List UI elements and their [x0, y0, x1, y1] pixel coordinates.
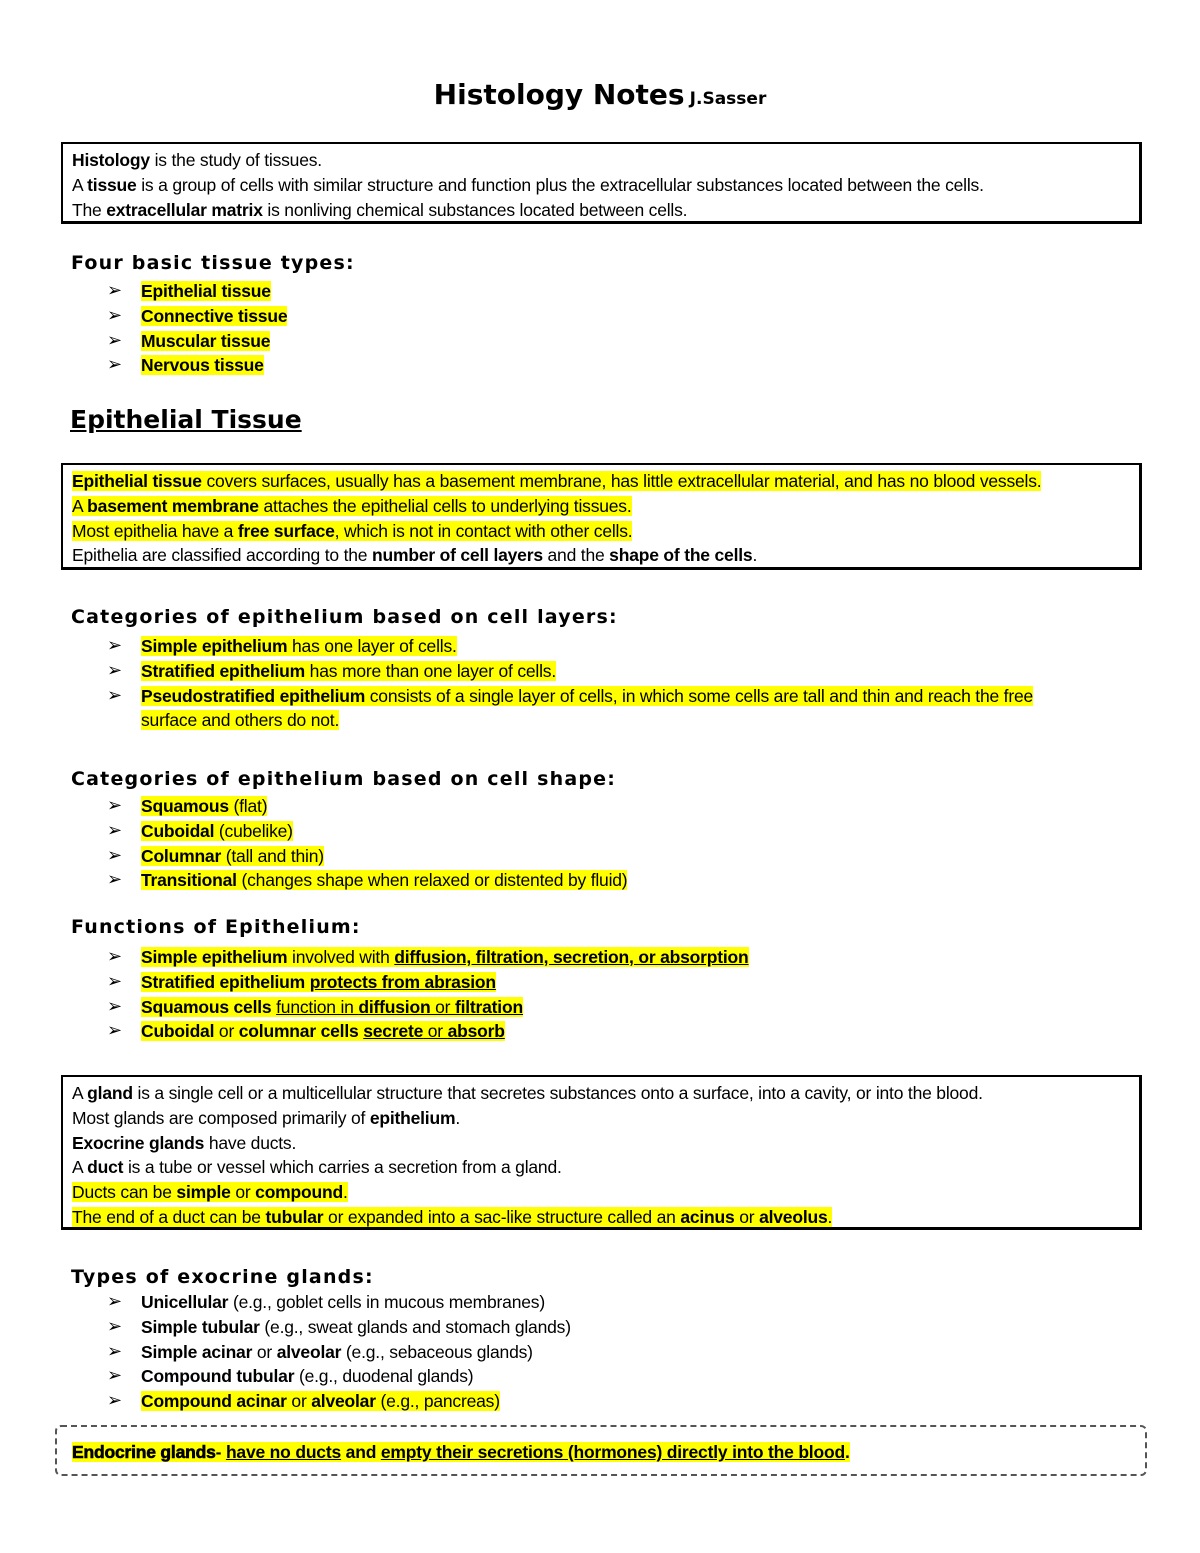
endocrine-text: .	[844, 1442, 850, 1462]
arrow-bullet-icon: ➢	[107, 659, 122, 681]
term: Squamous cells	[141, 996, 272, 1017]
list-item	[107, 945, 749, 970]
desc: or	[430, 996, 455, 1017]
desc: (cubelike)	[214, 820, 293, 841]
arrow-bullet-icon: ➢	[107, 946, 122, 967]
epi-text: , which is not in contact with other cells.	[334, 520, 633, 541]
desc: (e.g., goblet cells in mucous membranes)	[228, 1292, 545, 1312]
term-epithelial-tissue: Epithelial tissue	[72, 471, 202, 491]
gland-line-2	[72, 1106, 1130, 1131]
gland-line-3	[72, 1131, 1130, 1156]
arrow-bullet-icon: ➢	[107, 869, 122, 891]
term-cell-shape: shape of the cells	[609, 545, 753, 566]
term: Columnar	[141, 845, 222, 866]
term: Simple acinar	[141, 1341, 253, 1362]
intro-definition-box	[61, 142, 1142, 224]
term: Cuboidal	[141, 820, 215, 841]
gland-text: is a single cell or a multicellular structure that secretes substances onto a surface, into a cavity, or into the blood.	[132, 1083, 983, 1103]
section-heading-exocrine-types: Types of exocrine glands:	[71, 1266, 374, 1288]
tissue-type-label: Muscular tissue	[141, 330, 271, 351]
list-item	[107, 868, 627, 893]
epi-line-4	[72, 543, 1130, 568]
gland-text: .	[455, 1107, 460, 1128]
desc: or	[423, 1021, 448, 1042]
underlined-term: absorb	[447, 1021, 505, 1042]
term: Stratified epithelium	[141, 660, 306, 681]
list-item	[107, 659, 1033, 684]
gland-text: is a tube or vessel which carries a secretion from a gland.	[123, 1157, 562, 1178]
epi-text: .	[752, 545, 758, 566]
arrow-bullet-icon: ➢	[107, 1020, 122, 1042]
arrow-bullet-icon: ➢	[107, 819, 122, 841]
arrow-bullet-icon: ➢	[107, 1315, 122, 1337]
list-item	[107, 1019, 749, 1044]
arrow-bullet-icon: ➢	[107, 304, 122, 326]
gland-text: have ducts.	[204, 1132, 297, 1153]
arrow-bullet-icon: ➢	[107, 995, 122, 1017]
intro-text: is nonliving chemical substances located between cells.	[262, 199, 688, 220]
term-acinus: acinus	[680, 1206, 735, 1227]
term: alveolar	[276, 1341, 342, 1362]
desc: or	[252, 1341, 277, 1362]
cell-layers-list	[107, 634, 1033, 733]
epi-text: covers surfaces, usually has a basement membrane, has little extracellular material, and has no blood vessels.	[201, 471, 1042, 491]
desc: (e.g., duodenal glands)	[294, 1366, 474, 1387]
desc: surface and others do not.	[141, 710, 340, 731]
list-item	[107, 329, 287, 354]
arrow-bullet-icon: ➢	[107, 1291, 122, 1312]
desc: has one layer of cells.	[287, 636, 457, 656]
list-item	[107, 684, 1033, 734]
gland-line-5	[72, 1180, 1130, 1205]
list-item	[107, 279, 287, 304]
underlined-term: diffusion, filtration, secretion, or absorption	[394, 947, 749, 967]
gland-line-4	[72, 1155, 1130, 1180]
term-endocrine-glands: Endocrine glands	[72, 1442, 216, 1462]
section-heading-cell-layers: Categories of epithelium based on cell layers:	[71, 606, 618, 628]
term: columnar cells	[238, 1021, 359, 1042]
tissue-type-label: Connective tissue	[141, 305, 288, 326]
arrow-bullet-icon: ➢	[107, 1340, 122, 1362]
underlined-term: have no ducts	[225, 1442, 342, 1462]
arrow-bullet-icon: ➢	[107, 329, 122, 351]
term: Cuboidal	[141, 1021, 215, 1042]
desc: or	[286, 1391, 312, 1412]
term: Compound acinar	[141, 1391, 287, 1412]
section-heading-cell-shape: Categories of epithelium based on cell shape:	[71, 768, 617, 790]
tissue-type-label: Epithelial tissue	[141, 281, 271, 301]
desc: consists of a single layer of cells, in which some cells are tall and thin and reach the free	[365, 685, 1034, 706]
tissue-type-label: Nervous tissue	[141, 355, 264, 376]
arrow-bullet-icon: ➢	[107, 354, 122, 376]
term: Simple tubular	[141, 1316, 260, 1337]
arrow-bullet-icon: ➢	[107, 795, 122, 816]
endocrine-dash: -	[215, 1442, 226, 1462]
desc: (flat)	[228, 796, 268, 816]
epi-text: and the	[542, 545, 610, 566]
desc: or	[214, 1021, 239, 1042]
arrow-bullet-icon: ➢	[107, 844, 122, 866]
intro-line-3	[72, 198, 1130, 223]
epi-text: attaches the epithelial cells to underlying tissues.	[258, 495, 632, 516]
desc: has more than one layer of cells.	[305, 660, 556, 681]
desc: (e.g., pancreas)	[375, 1391, 500, 1412]
term-duct: duct	[87, 1157, 124, 1178]
gland-text: Most glands are composed primarily of	[72, 1107, 370, 1128]
exocrine-types-list	[107, 1290, 571, 1414]
underlined-term: empty their secretions (hormones) directly into the blood	[380, 1442, 845, 1462]
term-simple: simple	[176, 1182, 231, 1203]
gland-text: A	[72, 1157, 88, 1178]
list-item	[107, 995, 749, 1020]
cell-shape-list	[107, 794, 627, 893]
term-compound: compound	[255, 1182, 343, 1203]
list-item	[107, 353, 287, 378]
section-heading-epithelial: Epithelial Tissue	[70, 405, 302, 434]
tissue-types-list	[107, 279, 287, 378]
underlined-term: diffusion	[358, 996, 431, 1017]
term: Pseudostratified epithelium	[141, 685, 366, 706]
list-item	[107, 1290, 571, 1315]
intro-text: A	[72, 174, 88, 195]
endocrine-text: and	[341, 1442, 381, 1462]
list-item	[107, 970, 749, 995]
term: Stratified epithelium	[141, 971, 306, 992]
gland-line-6	[72, 1205, 1130, 1230]
gland-definition-box	[61, 1075, 1142, 1230]
gland-text: A	[72, 1083, 88, 1103]
epi-line-2	[72, 494, 1130, 519]
arrow-bullet-icon: ➢	[107, 1365, 122, 1387]
term: Unicellular	[141, 1292, 229, 1312]
epi-text: A	[72, 495, 88, 516]
term: Simple epithelium	[141, 636, 288, 656]
term: Squamous	[141, 796, 229, 816]
intro-line-1	[72, 148, 1130, 173]
desc: involved with	[287, 947, 395, 967]
section-heading-tissue-types: Four basic tissue types:	[71, 252, 355, 274]
gland-text: or	[734, 1206, 760, 1227]
term-extracellular-matrix: extracellular matrix	[106, 199, 263, 220]
term-tubular: tubular	[265, 1206, 324, 1227]
desc: (tall and thin)	[221, 845, 324, 866]
arrow-bullet-icon: ➢	[107, 684, 122, 706]
epithelial-definition-box	[61, 463, 1142, 570]
arrow-bullet-icon: ➢	[107, 970, 122, 992]
epi-line-1	[72, 469, 1130, 494]
term-tissue: tissue	[87, 174, 137, 195]
list-item	[107, 1340, 571, 1365]
term-gland: gland	[87, 1083, 133, 1103]
term-histology: Histology	[72, 150, 150, 170]
epi-text: Most epithelia have a	[72, 520, 238, 541]
list-item	[107, 304, 287, 329]
page-title	[0, 78, 1200, 111]
arrow-bullet-icon: ➢	[107, 1390, 122, 1412]
list-item	[107, 1389, 571, 1414]
list-item	[107, 1364, 571, 1389]
intro-line-2	[72, 173, 1130, 198]
endocrine-line	[72, 1440, 850, 1465]
arrow-bullet-icon: ➢	[107, 635, 122, 656]
desc: function in	[276, 996, 359, 1017]
gland-text: The end of a duct can be	[72, 1206, 266, 1227]
gland-text: or	[230, 1182, 256, 1203]
term: alveolar	[311, 1391, 376, 1412]
term: Simple epithelium	[141, 947, 288, 967]
intro-text: is the study of tissues.	[149, 150, 322, 170]
term: Transitional	[141, 870, 237, 891]
gland-text: .	[343, 1182, 348, 1203]
term-free-surface: free surface	[237, 520, 335, 541]
list-item	[107, 819, 627, 844]
term-basement-membrane: basement membrane	[87, 495, 259, 516]
list-item	[107, 844, 627, 869]
intro-text: is a group of cells with similar structure and function plus the extracellular substances located between the cells.	[136, 174, 984, 195]
functions-list	[107, 945, 749, 1044]
list-item	[107, 794, 627, 819]
term-cell-layers: number of cell layers	[371, 545, 543, 566]
epi-line-3	[72, 519, 1130, 544]
gland-text: Ducts can be	[72, 1182, 177, 1203]
section-heading-functions: Functions of Epithelium:	[71, 916, 361, 938]
gland-line-1	[72, 1081, 1130, 1106]
term-alveolus: alveolus	[759, 1206, 828, 1227]
term-epithelium: epithelium	[369, 1107, 456, 1128]
desc: (changes shape when relaxed or distented by fluid)	[236, 870, 628, 891]
title-author: J.Sasser	[689, 89, 767, 109]
title-main: Histology Notes	[433, 78, 685, 111]
intro-text: The	[72, 199, 107, 220]
underlined-term: protects from abrasion	[309, 971, 496, 992]
epi-text: Epithelia are classified according to the	[72, 545, 372, 566]
underlined-term: secrete	[363, 1021, 424, 1042]
desc: (e.g., sweat glands and stomach glands)	[259, 1316, 571, 1337]
desc: (e.g., sebaceous glands)	[341, 1341, 533, 1362]
gland-text: or expanded into a sac-like structure called an	[323, 1206, 681, 1227]
term-exocrine-glands: Exocrine glands	[72, 1132, 205, 1153]
list-item	[107, 1315, 571, 1340]
gland-text: .	[827, 1206, 833, 1227]
arrow-bullet-icon: ➢	[107, 280, 122, 301]
list-item	[107, 634, 1033, 659]
term: Compound tubular	[141, 1366, 295, 1387]
underlined-term: filtration	[454, 996, 523, 1017]
